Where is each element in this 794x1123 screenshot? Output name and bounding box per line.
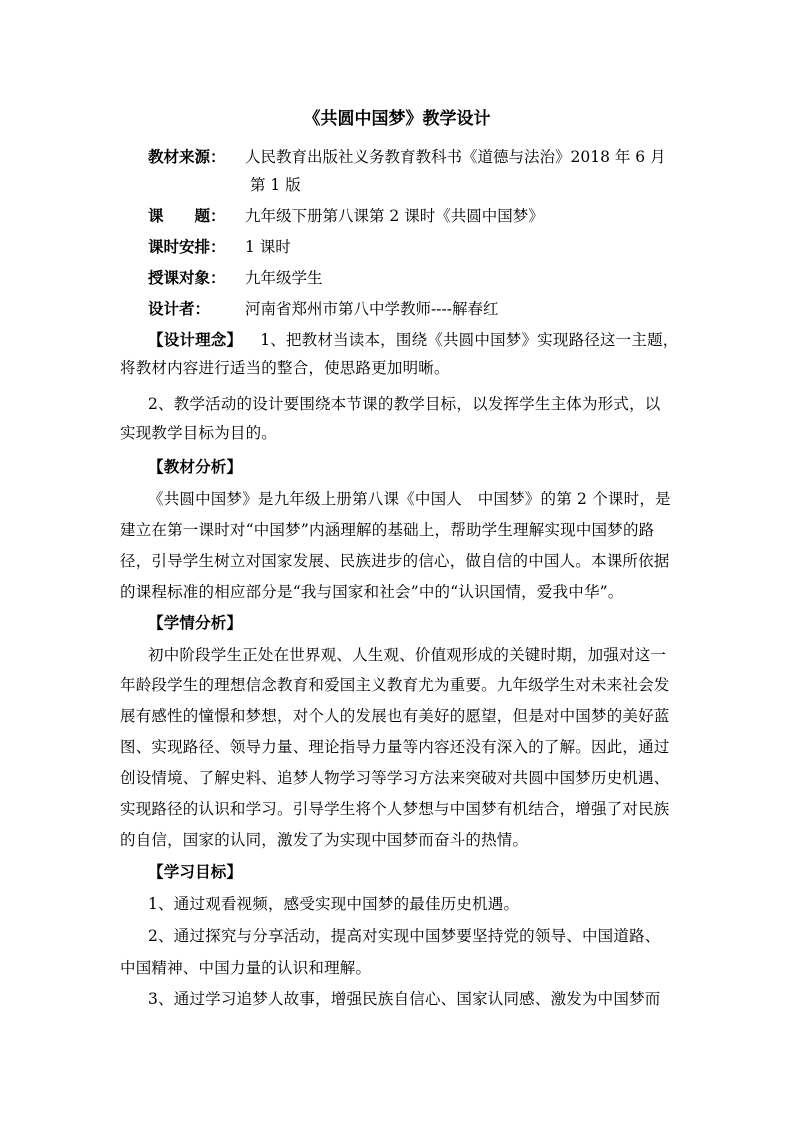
audience-label: 授课对象： [148,269,226,287]
topic-label: 课 题： [148,207,226,225]
learner-analysis-line: 实现路径的认识和学习。引导学生将个人梦想与中国梦有机结合，增强了对民族 [120,800,670,818]
material-analysis-heading: 【教材分析】 [148,458,243,476]
material-analysis-line: 建立在第一课时对“中国梦”内涵理解的基础上，帮助学生理解实现中国梦的路 [120,521,655,539]
design-concept-heading: 【设计理念】 [148,331,243,349]
design-concept-line: 2、教学活动的设计要围绕本节课的教学目标，以发挥学生主体为形式，以 [148,395,661,413]
learner-analysis-line: 年龄段学生的理想信念教育和爱国主义教育尤为重要。九年级学生对未来社会发 [120,676,670,694]
document-title: 《共圆中国梦》教学设计 [303,109,491,129]
learning-goal-line: 3、通过学习追梦人故事，增强民族自信心、国家认同感、激发为中国梦而 [148,990,661,1008]
learning-goal-line: 1、通过观看视频，感受实现中国梦的最佳历史机遇。 [148,895,520,913]
design-concept-paragraph [148,325,708,356]
learning-goal-line: 中国精神、中国力量的认识和理解。 [120,959,372,977]
learner-analysis-line: 创设情境、了解史料、追梦人物学习等学习方法来突破对共圆中国梦历史机遇、 [120,769,670,787]
material-analysis-line: 的课程标准的相应部分是“我与国家和社会”中的“认识国情，爱我中华”。 [120,583,624,601]
learning-goals-heading: 【学习目标】 [148,863,243,881]
design-concept-line: 将教材内容进行适当的整合，使思路更加明晰。 [120,359,450,377]
source-label: 教材来源： [148,148,226,166]
time-value: 1 课时 [245,238,291,256]
material-analysis-line: 《共圆中国梦》是九年级上册第八课《中国人 中国梦》的第 2 个课时，是 [148,490,671,508]
material-analysis-line: 径，引导学生树立对国家发展、民族进步的信心，做自信的中国人。本课所依据 [120,552,670,570]
learner-analysis-heading: 【学情分析】 [148,614,243,632]
learner-analysis-line: 图、实现路径、领导力量、理论指导力量等内容还没有深入的了解。因此，通过 [120,738,670,756]
designer-label: 设计者： [148,300,211,318]
learner-analysis-line: 展有感性的憧憬和梦想，对个人的发展也有美好的愿望，但是对中国梦的美好蓝 [120,707,670,725]
source-value: 人民教育出版社义务教育教科书《道德与法治》2018 年 6 月 [245,148,666,166]
design-concept-line: 1、把教材当读本，围绕《共圆中国梦》实现路径这一主题， [260,331,679,349]
learning-goal-line: 2、通过探究与分享活动，提高对实现中国梦要坚持党的领导、中国道路、 [148,927,661,945]
learner-analysis-line: 的自信，国家的认同，激发了为实现中国梦而奋斗的热情。 [120,831,529,849]
source-value-cont: 第 1 版 [250,176,301,194]
audience-value: 九年级学生 [245,269,323,287]
design-concept-line: 实现教学目标为目的。 [120,424,278,442]
topic-value: 九年级下册第八课第 2 课时《共圆中国梦》 [245,207,544,225]
learner-analysis-line: 初中阶段学生正处在世界观、人生观、价值观形成的关键时期，加强对这一 [148,646,667,664]
time-label: 课时安排： [148,238,226,256]
designer-value: 河南省郑州市第八中学教师----解春红 [245,300,499,318]
